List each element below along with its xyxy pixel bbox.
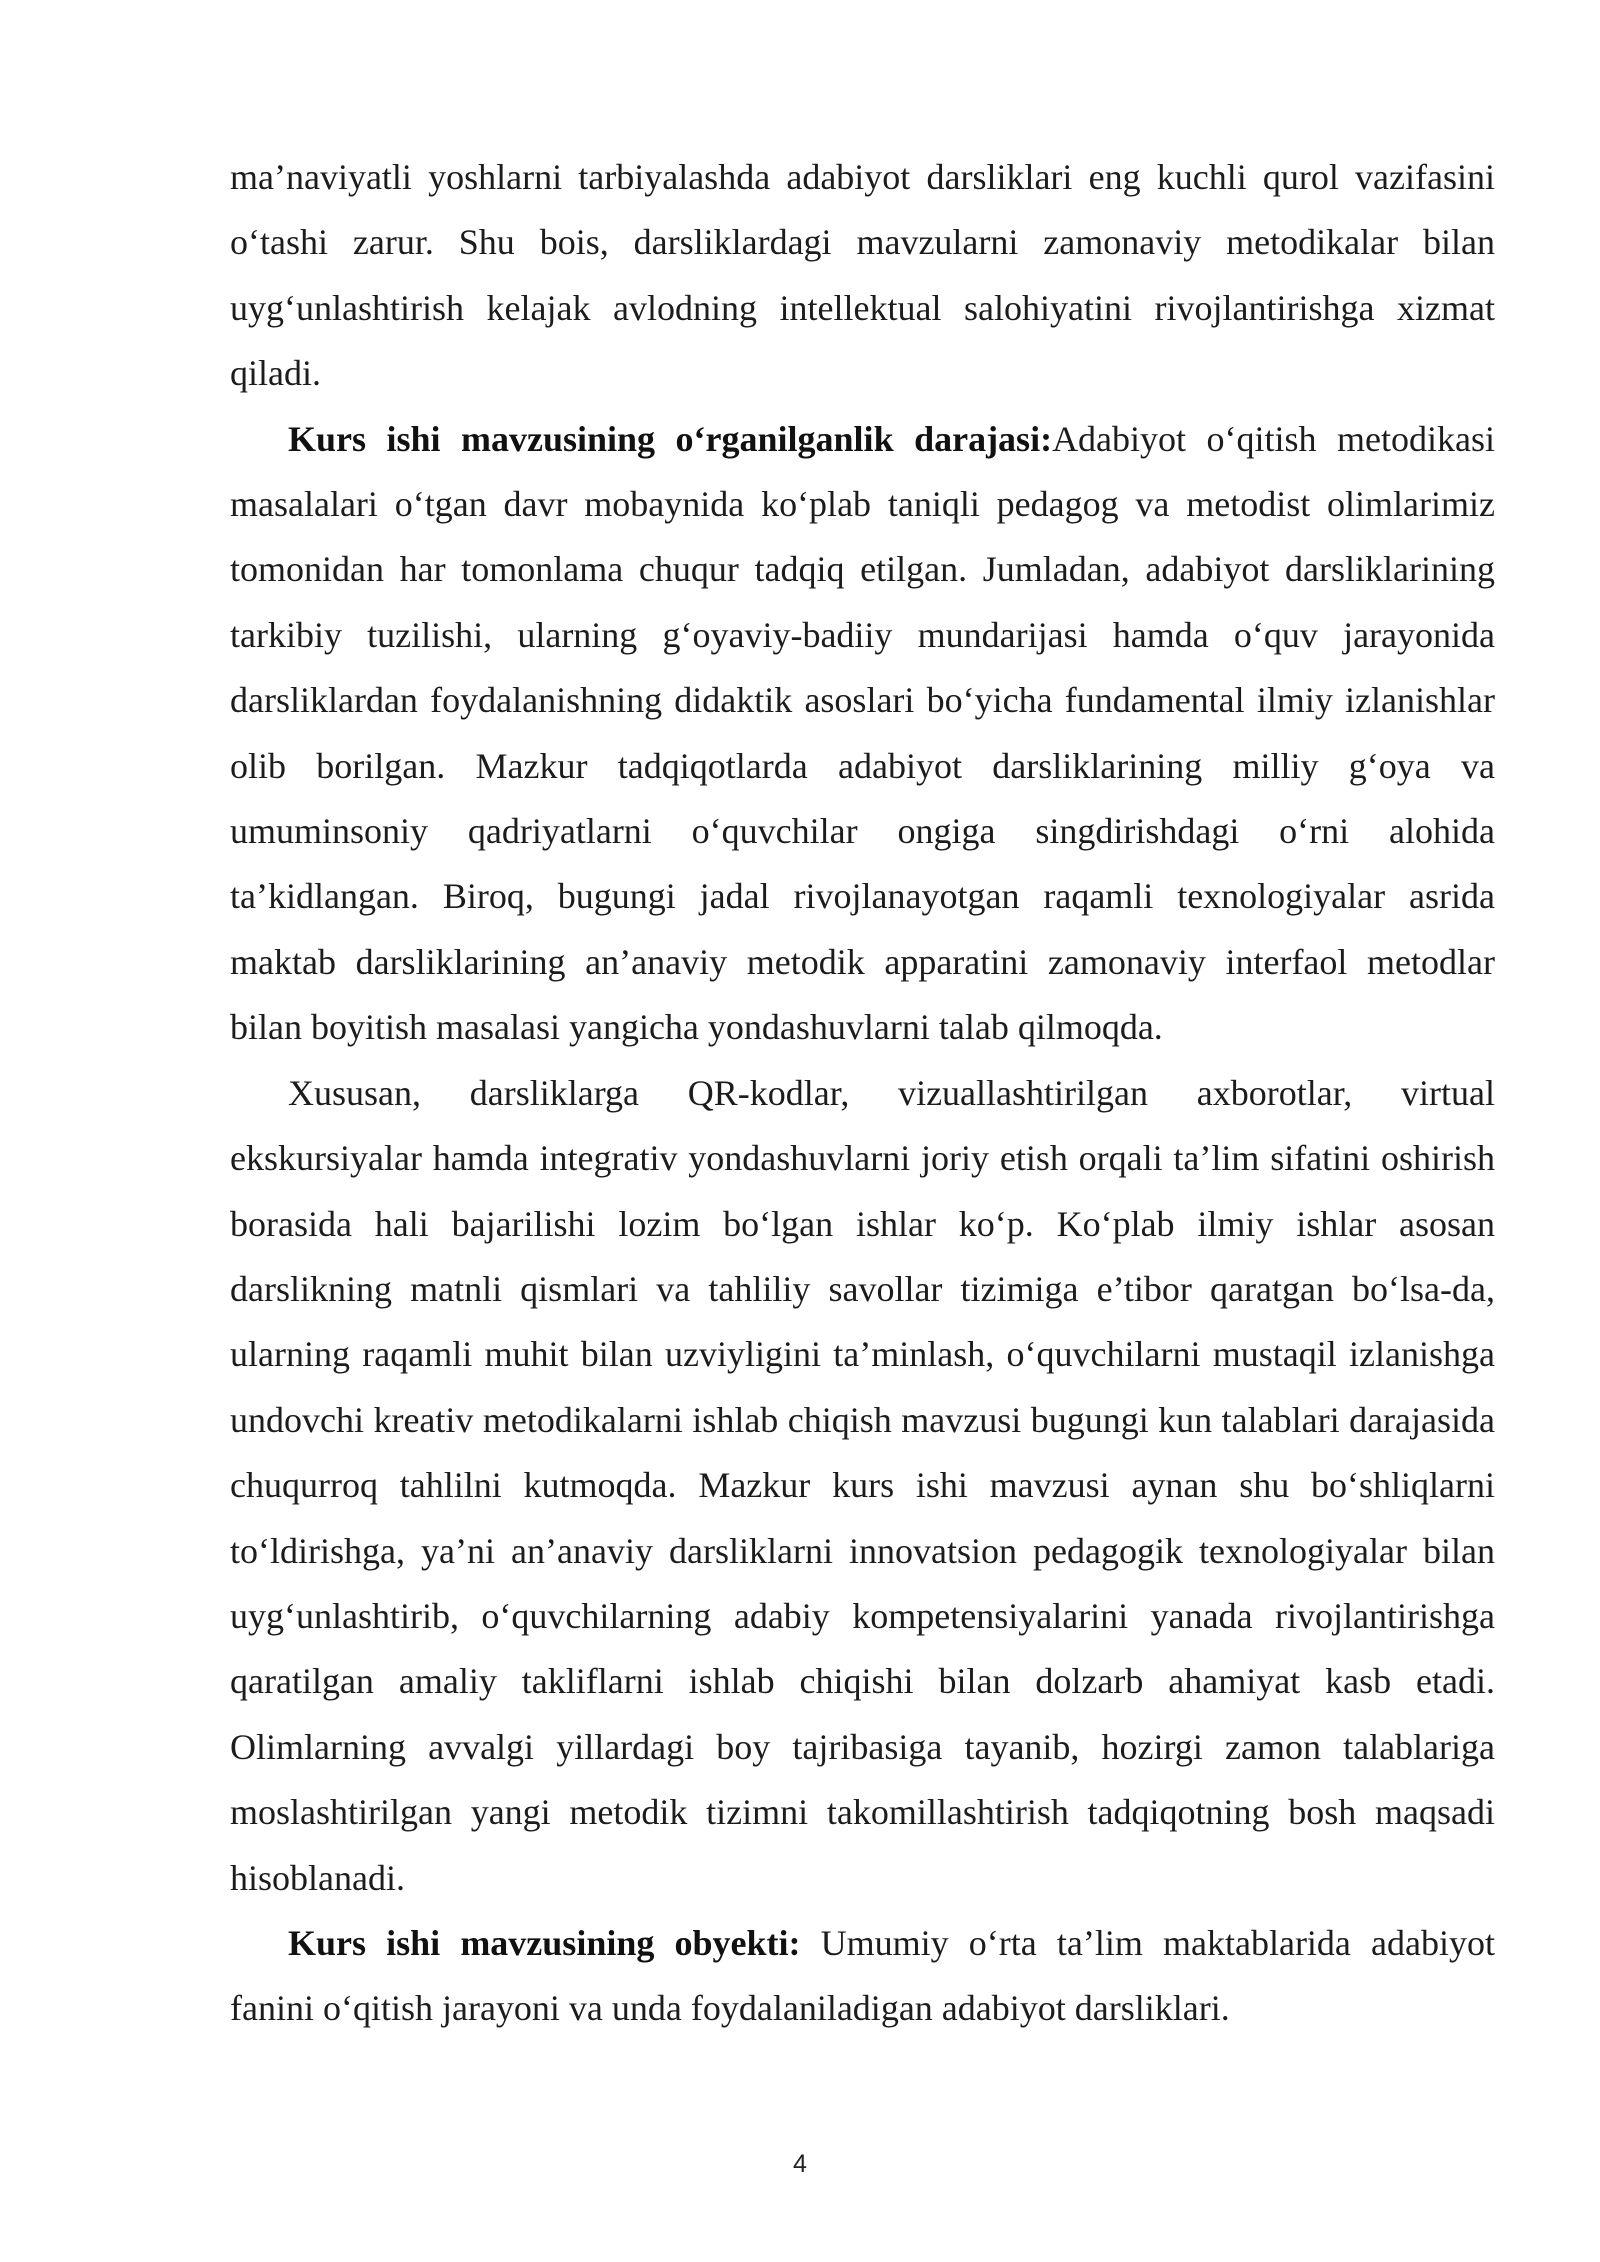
page-number: 4	[793, 2150, 807, 2178]
text-body	[230, 145, 1495, 2042]
paragraph-1	[230, 145, 1495, 407]
paragraph-4-text: Umumiy o‘rta ta’lim maktablarida adabiyot fanini o‘qitish jarayoni va unda foydalaniladigan adabiyot darsliklari.	[230, 1922, 1496, 2029]
paragraph-3	[230, 1061, 1495, 1911]
paragraph-2	[230, 407, 1495, 1061]
paragraph-4	[230, 1911, 1495, 2042]
paragraph-2-text: Adabiyot o‘qitish metodikasi masalalari o‘tgan davr mobaynida ko‘plab taniqli pedagog va metodist olimlarimiz tomonidan har tomonlama chuqur tadqiq etilgan. Jumladan, adabiyot darsliklarining tarkibiy tuzilishi, ularning g‘oyaviy-badiiy mundarijasi hamda o‘quv jarayonida darsliklardan foydalanishning didaktik asoslari bo‘yicha fundamental ilmiy izlanishlar olib borilgan. Mazkur tadqiqotlarda adabiyot darsliklarining milliy g‘oya va umuminsoniy qadriyatlarni o‘quvchilar ongiga singdirishdagi o‘rni alohida ta’kidlangan. Biroq, bugungi jadal rivojlanayotgan raqamli texnologiyalar asrida maktab darsliklarining an’anaviy metodik apparatini zamonaviy interfaol metodlar bilan boyitish masalasi yangicha yondashuvlarni talab qilmoqda.	[230, 418, 1495, 1048]
paragraph-2-heading: Kurs ishi mavzusining o‘rganilganlik darajasi:	[288, 418, 1053, 459]
paragraph-4-heading: Kurs ishi mavzusining obyekti:	[288, 1922, 801, 1963]
paragraph-3-text: Xususan, darsliklarga QR-kodlar, vizuallashtirilgan axborotlar, virtual ekskursiyalar hamda integrativ yondashuvlarni joriy etish orqali ta’lim sifatini oshirish borasida hali bajarilishi lozim bo‘lgan ishlar ko‘p. Ko‘plab ilmiy ishlar asosan darslikning matnli qismlari va tahliliy savollar tizimiga e’tibor qaratgan bo‘lsa-da, ularning raqamli muhit bilan uzviyligini ta’minlash, o‘quvchilarni mustaqil izlanishga undovchi kreativ metodikalarni ishlab chiqish mavzusi bugungi kun talablari darajasida chuqurroq tahlilni kutmoqda. Mazkur kurs ishi mavzusi aynan shu bo‘shliqlarni to‘ldirishga, ya’ni an’anaviy darsliklarni innovatsion pedagogik texnologiyalar bilan uyg‘unlashtirib, o‘quvchilarning adabiy kompetensiyalarini yanada rivojlantirishga qaratilgan amaliy takliflarni ishlab chiqishi bilan dolzarb ahamiyat kasb etadi. Olimlarning avvalgi yillardagi boy tajribasiga tayanib, hozirgi zamon talablariga moslashtirilgan yangi metodik tizimni takomillashtirish tadqiqotning bosh maqsadi hisoblanadi.	[230, 1072, 1495, 1898]
paragraph-1-text: ma’naviyatli yoshlarni tarbiyalashda adabiyot darsliklari eng kuchli qurol vazifasini o‘tashi zarur. Shu bois, darsliklardagi mavzularni zamonaviy metodikalar bilan uyg‘unlashtirish kelajak avlodning intellektual salohiyatini rivojlantirishga xizmat qiladi.	[230, 157, 1495, 394]
